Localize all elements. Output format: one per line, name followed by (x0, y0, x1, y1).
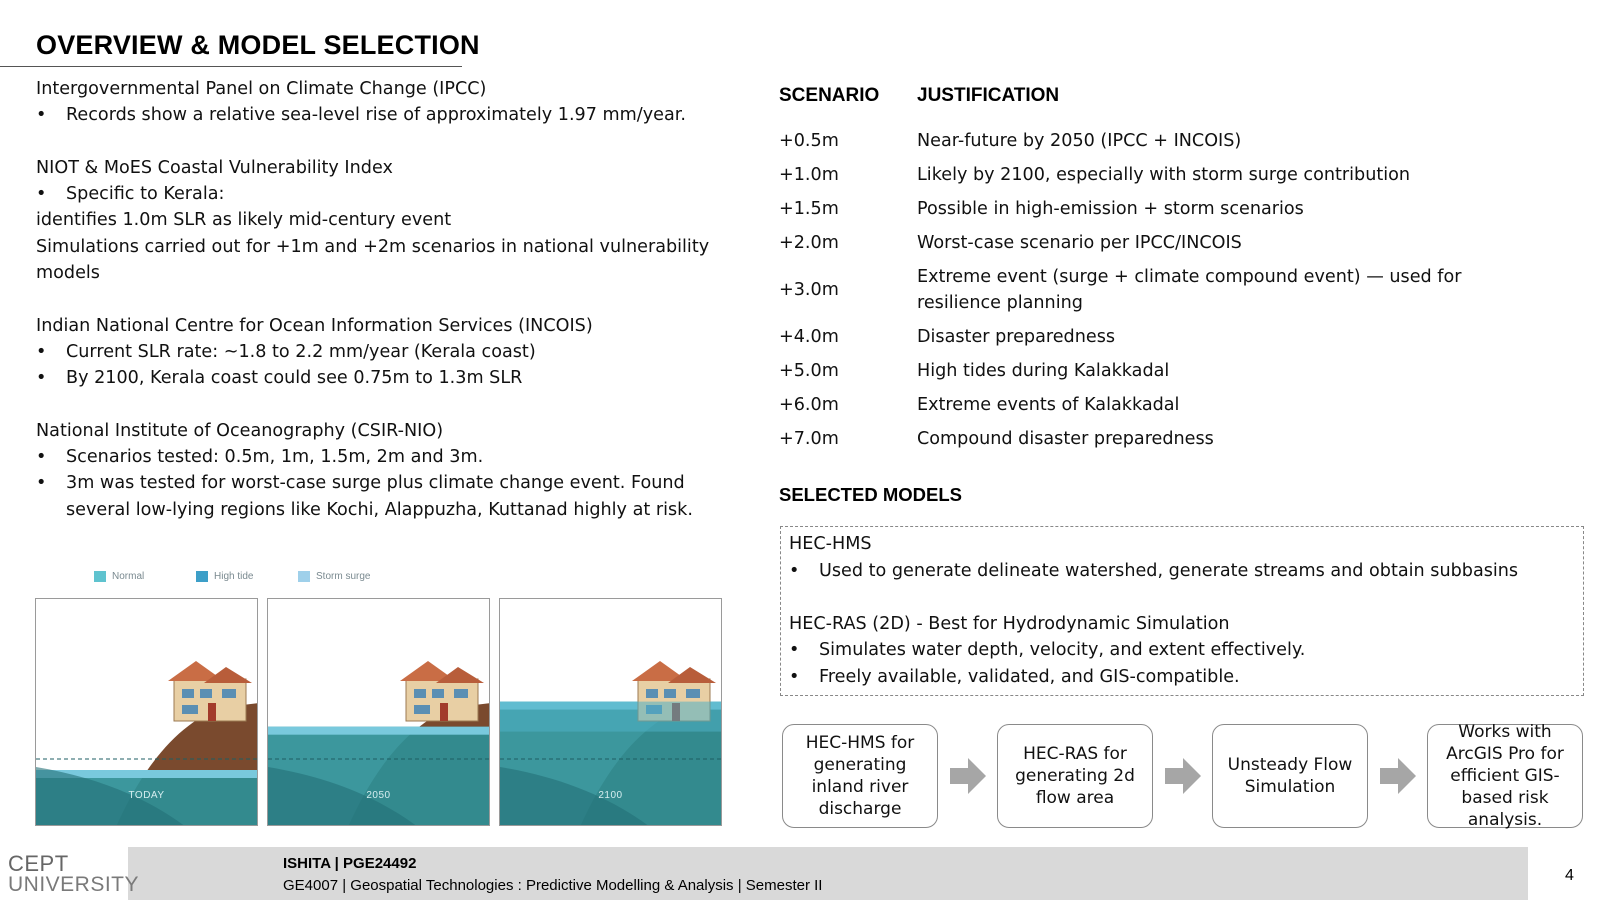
bullet-icon: • (789, 666, 800, 687)
scenario-justification: Likely by 2100, especially with storm surge contribution (917, 165, 1411, 185)
bullet-icon: • (36, 341, 47, 362)
legend-swatch (94, 571, 106, 582)
arrow-right-icon (1380, 758, 1416, 794)
author-label: ISHITA | PGE24492 (283, 855, 417, 872)
bullet-icon: • (36, 447, 47, 468)
ras-title: HEC-RAS (2D) - Best for Hydrodynamic Simulation (789, 613, 1230, 634)
niot-line-1: identifies 1.0m SLR as likely mid-century event (36, 210, 452, 231)
scenario-justification: Compound disaster preparedness (917, 429, 1214, 449)
panel-year-label: 2100 (598, 790, 623, 801)
bullet-icon: • (36, 105, 47, 126)
scenario-panel-2100 (499, 598, 722, 826)
bullet-icon: • (36, 473, 47, 494)
nio-bullet-2-cont: several low-lying regions like Kochi, Alappuzha, Kuttanad highly at risk. (66, 499, 693, 520)
ipcc-heading: Intergovernmental Panel on Climate Change (IPCC) (36, 79, 487, 99)
scenario-level: +7.0m (779, 429, 839, 449)
scenario-panel-2050 (267, 598, 490, 826)
slide-footer (0, 847, 1600, 900)
page-number-box (1528, 847, 1600, 900)
incois-bullet-1-text: Current SLR rate: ~1.8 to 2.2 mm/year (Kerala coast) (66, 341, 536, 362)
legend-item-high-tide: High tide (196, 571, 253, 582)
ras-bullet-2 (789, 664, 1575, 691)
scenario-row (779, 388, 1579, 422)
scenario-justification: Near-future by 2050 (IPCC + INCOIS) (917, 131, 1242, 151)
nio-bullet-1-text: Scenarios tested: 0.5m, 1m, 1.5m, 2m and 3m. (66, 447, 484, 468)
scenario-row (779, 320, 1579, 354)
scenario-row (779, 422, 1579, 456)
scenario-justification: High tides during Kalakkadal (917, 361, 1170, 381)
workflow-step-arcgis: Works with ArcGIS Pro for efficient GIS-based risk analysis. (1427, 724, 1583, 828)
workflow-diagram (780, 724, 1584, 830)
scenario-row (779, 260, 1579, 320)
flood-overlay (500, 702, 722, 732)
hms-bullet (789, 558, 1575, 585)
page-title: OVERVIEW & MODEL SELECTION (36, 30, 480, 60)
scenario-row (779, 124, 1579, 158)
university-logo (0, 847, 140, 900)
niot-line-2: Simulations carried out for +1m and +2m scenarios in national vulnerability (36, 236, 710, 257)
scenario-level: +1.5m (779, 199, 839, 219)
title-underline (0, 66, 462, 67)
scenario-level: +5.0m (779, 361, 839, 381)
page-number: 4 (1565, 867, 1574, 884)
hms-bullet-text: Used to generate delineate watershed, generate streams and obtain subbasins (819, 560, 1519, 581)
selected-models-box (780, 526, 1584, 696)
arrow-right-icon (1165, 758, 1201, 794)
workflow-step-unsteady-flow: Unsteady Flow Simulation (1212, 724, 1368, 828)
ras-bullet-1-text: Simulates water depth, velocity, and extent effectively. (819, 640, 1306, 661)
legend-swatch (298, 571, 310, 582)
legend-item-storm-surge: Storm surge (298, 571, 370, 582)
incois-bullet-2-text: By 2100, Kerala coast could see 0.75m to 1.3m SLR (66, 368, 523, 389)
scenario-level: +0.5m (779, 131, 839, 151)
ras-bullet-1 (789, 637, 1575, 664)
panel-year-label: TODAY (128, 790, 165, 801)
niot-heading: NIOT & MoES Coastal Vulnerability Index (36, 157, 393, 178)
scenario-table (779, 124, 1579, 456)
nio-bullet-2-text: 3m was tested for worst-case surge plus climate change event. Found (66, 473, 685, 494)
incois-bullet-1 (36, 339, 736, 365)
scenario-row (779, 192, 1579, 226)
nio-bullet-1 (36, 444, 736, 470)
sources-text (36, 76, 736, 523)
workflow-step-hec-ras: HEC-RAS for generating 2d flow area (997, 724, 1153, 828)
scenario-row (779, 226, 1579, 260)
scenario-justification: Possible in high-emission + storm scenarios (917, 199, 1304, 219)
ipcc-bullet-text: Records show a relative sea-level rise of approximately 1.97 mm/year. (66, 105, 686, 126)
niot-bullet-text: Specific to Kerala: (66, 184, 225, 205)
bullet-icon: • (36, 368, 47, 389)
niot-line-3: models (36, 263, 100, 284)
selected-models-heading: SELECTED MODELS (779, 484, 962, 505)
scenario-panel-today (35, 598, 258, 826)
logo-line-2: UNIVERSITY (8, 873, 140, 896)
scenario-level: +2.0m (779, 233, 839, 253)
bullet-icon: • (789, 560, 800, 581)
workflow-step-hec-hms: HEC-HMS for generating inland river discharge (782, 724, 938, 828)
scenario-justification: Extreme event (surge + climate compound event) — used for resilience planning (917, 267, 1462, 313)
scenario-level: +6.0m (779, 395, 839, 415)
course-label: GE4007 | Geospatial Technologies : Predictive Modelling & Analysis | Semester II (283, 877, 823, 894)
nio-heading: National Institute of Oceanography (CSIR-NIO) (36, 420, 444, 441)
infographic-legend (34, 568, 734, 588)
scenario-justification: Worst-case scenario per IPCC/INCOIS (917, 233, 1242, 253)
scenario-level: +1.0m (779, 165, 839, 185)
legend-swatch (196, 571, 208, 582)
logo-line-1: CEPT (8, 851, 69, 876)
scenario-column-header: SCENARIO (779, 85, 880, 106)
nio-bullet-2 (36, 470, 736, 496)
scenario-level: +4.0m (779, 327, 839, 347)
incois-bullet-2 (36, 365, 736, 391)
niot-bullet (36, 181, 736, 207)
bullet-icon: • (789, 640, 800, 661)
ipcc-bullet (36, 102, 736, 128)
scenario-justification: Disaster preparedness (917, 327, 1116, 347)
incois-heading: Indian National Centre for Ocean Information Services (INCOIS) (36, 315, 593, 336)
scenario-row (779, 354, 1579, 388)
scenario-level: +3.0m (779, 280, 839, 300)
justification-column-header: JUSTIFICATION (917, 85, 1060, 106)
arrow-right-icon (950, 758, 986, 794)
sea-level-infographic (34, 568, 734, 830)
scenario-row (779, 158, 1579, 192)
house-icon (400, 661, 484, 721)
ras-bullet-2-text: Freely available, validated, and GIS-compatible. (819, 666, 1240, 687)
scenario-justification: Extreme events of Kalakkadal (917, 395, 1180, 415)
legend-item-normal: Normal (94, 571, 144, 582)
panel-year-label: 2050 (366, 790, 391, 801)
bullet-icon: • (36, 184, 47, 205)
hms-title: HEC-HMS (789, 534, 872, 554)
water-surface (268, 727, 490, 735)
house-icon (168, 661, 252, 721)
